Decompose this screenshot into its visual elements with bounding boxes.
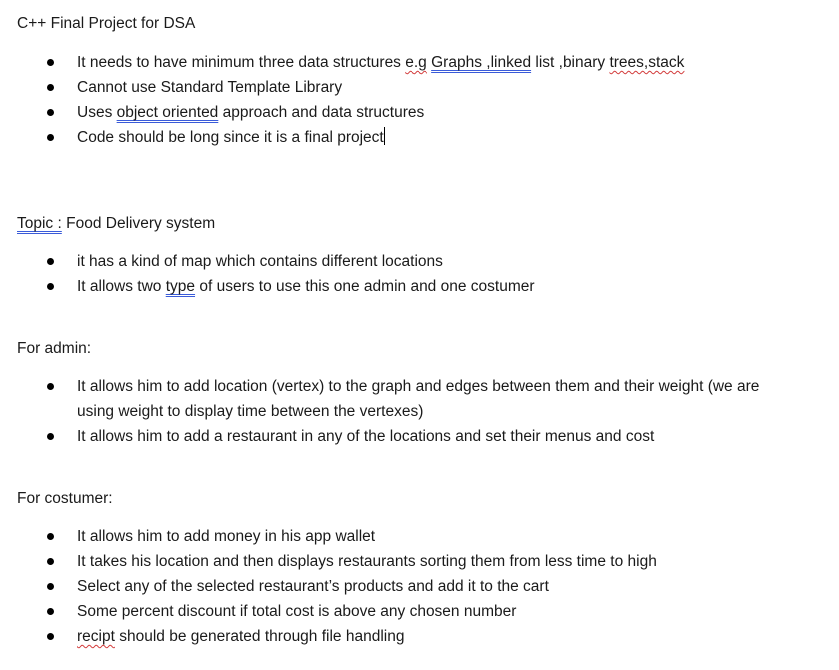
list-item: recipt should be generated through file handling xyxy=(0,624,657,649)
bullet-icon xyxy=(47,283,54,290)
admin-heading: For admin: xyxy=(17,340,92,357)
list-item: It takes his location and then displays restaurants sorting them from less time to high xyxy=(0,549,657,574)
bullet-icon xyxy=(47,583,54,590)
bullet-icon xyxy=(47,258,54,265)
costumer-list xyxy=(0,524,657,649)
list-item: Select any of the selected restaurant’s products and add it to the cart xyxy=(0,574,657,599)
list-item: It allows him to add money in his app wallet xyxy=(0,524,657,549)
list-item: Cannot use Standard Template Library xyxy=(0,75,684,100)
list-item: it has a kind of map which contains different locations xyxy=(0,249,535,274)
text-cursor xyxy=(384,127,385,145)
costumer-heading: For costumer: xyxy=(17,490,113,507)
bullet-icon xyxy=(47,633,54,640)
bullet-icon xyxy=(47,533,54,540)
topic-list xyxy=(0,249,535,299)
bullet-icon xyxy=(47,59,54,66)
list-item: It allows him to add a restaurant in any of the locations and set their menus and cost xyxy=(0,424,777,449)
admin-list xyxy=(0,374,777,449)
bullet-icon xyxy=(47,109,54,116)
list-item: Some percent discount if total cost is above any chosen number xyxy=(0,599,657,624)
list-item: It allows two type of users to use this one admin and one costumer xyxy=(0,274,535,299)
list-item: Uses object oriented approach and data structures xyxy=(0,100,684,125)
topic-line: Topic : Food Delivery system xyxy=(17,215,216,232)
list-item: Code should be long since it is a final project xyxy=(0,125,684,150)
bullet-icon xyxy=(47,433,54,440)
requirements-list xyxy=(0,50,684,150)
bullet-icon xyxy=(47,84,54,91)
list-item: It needs to have minimum three data structures e.g Graphs ,linked list ,binary trees,stack xyxy=(0,50,684,75)
list-item: It allows him to add location (vertex) to the graph and edges between them and their weight (we are using weight to display time between the vertexes) xyxy=(0,374,777,424)
bullet-icon xyxy=(47,134,54,141)
bullet-icon xyxy=(47,608,54,615)
bullet-icon xyxy=(47,383,54,390)
document-title: C++ Final Project for DSA xyxy=(17,15,196,32)
bullet-icon xyxy=(47,558,54,565)
